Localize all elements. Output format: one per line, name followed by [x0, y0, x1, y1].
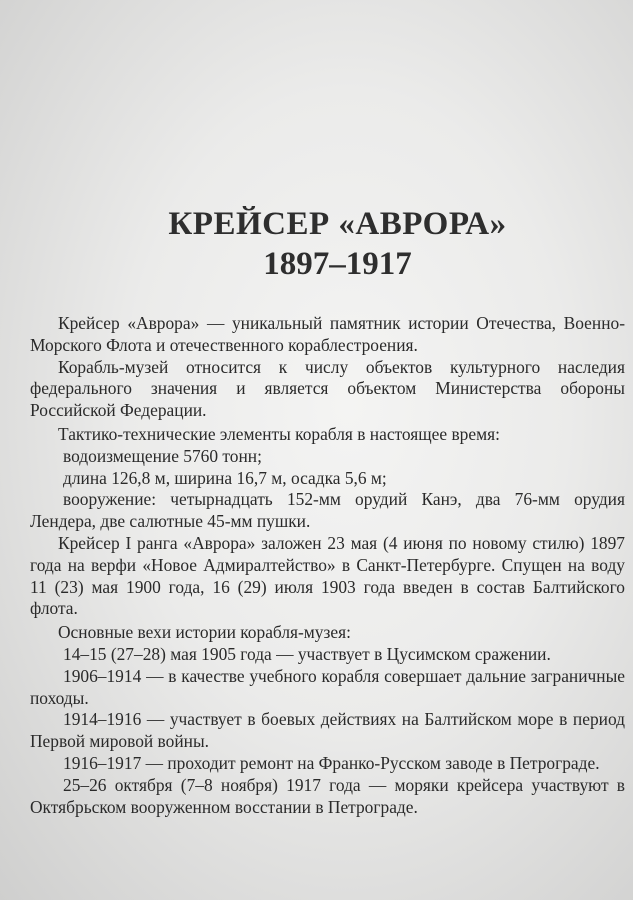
plaque-body — [30, 313, 625, 818]
history-paragraph: Крейсер I ранга «Аврора» заложен 23 мая (4 июня по новому стилю) 1897 года на верфи «Новое Адмиралтейство» в Санкт-Петербурге. Спущен на воду 11 (23) мая 1900 года, 16 (29) июля 1903 года введен в состав Балтийского флота. — [30, 532, 625, 619]
spec-displacement: водоизмещение 5760 тонн; — [63, 445, 262, 466]
museum-plaque — [30, 205, 625, 818]
specs-heading: Тактико-технические элементы корабля в настоящее время: — [58, 423, 500, 444]
milestone-wwi: 1914–1916 — участвует в боевых действиях на Балтийском море в период Первой мировой войны. — [30, 709, 625, 752]
milestone-repair: 1916–1917 — проходит ремонт на Франко-Русском заводе в Петрограде. — [63, 752, 600, 773]
spec-armament: вооружение: четырнадцать 152-мм орудий Канэ, два 76-мм орудия Лендера, две салютные 45-мм пушки. — [30, 489, 625, 532]
milestone-tsushima: 14–15 (27–28) мая 1905 года — участвует в Цусимском сражении. — [63, 643, 551, 664]
heritage-paragraph: Корабль-музей относится к числу объектов культурного наследия федерального значения и является объектом Министерства обороны Российской Федерации. — [30, 356, 625, 421]
intro-paragraph: Крейсер «Аврора» — уникальный памятник истории Отечества, Военно-Морского Флота и отечественного кораблестроения. — [30, 313, 625, 355]
plaque-years: 1897–1917 — [263, 246, 412, 282]
milestone-revolution: 25–26 октября (7–8 ноября) 1917 года — моряки крейсера участвуют в Октябрьском вооруженном восстании в Петрограде. — [30, 774, 625, 817]
milestone-training: 1906–1914 — в качестве учебного корабля совершает дальние заграничные походы. — [30, 665, 625, 708]
spec-dimensions: длина 126,8 м, ширина 16,7 м, осадка 5,6 м; — [63, 467, 387, 488]
milestones-heading: Основные вехи истории корабля-музея: — [58, 622, 351, 643]
plaque-title: КРЕЙСЕР «АВРОРА» — [168, 206, 507, 242]
